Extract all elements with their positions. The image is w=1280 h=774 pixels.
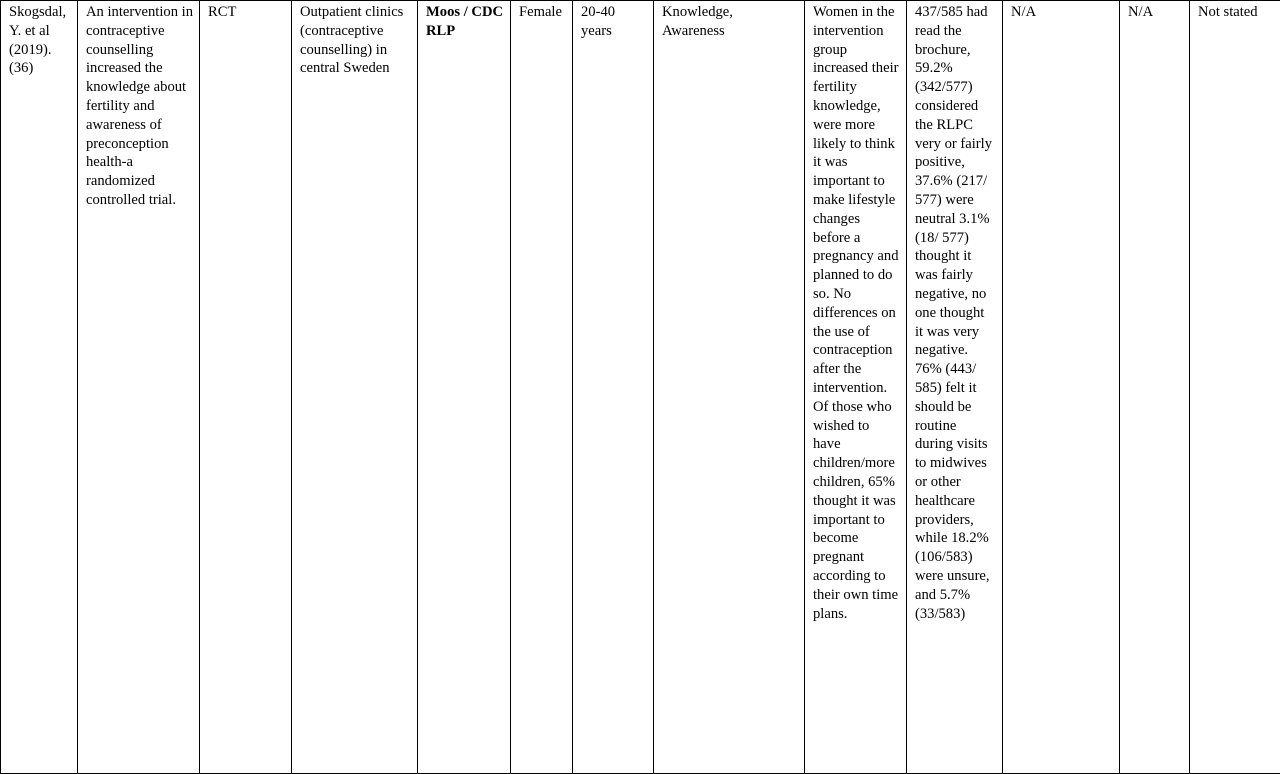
cell-11-value: N/A xyxy=(1011,4,1037,20)
cell-outcome-type xyxy=(654,1,805,774)
cell-12 xyxy=(1120,1,1190,774)
acceptability-results: 437/585 had read the brochure, 59.2% (342/577) considered the RLPC very or fairly positive, 37.6% (217/ 577) were neutral 3.1% (18/ 577) thought it was fairly negative, no one thought it was very negative. 76% (443/ 585) felt it should be routine during visits to midwives or other healthcare providers, while 18.2% (106/583) were unsure, and 5.7% (33/583) xyxy=(915,4,992,622)
cell-gender xyxy=(511,1,573,774)
cell-study xyxy=(1,1,78,774)
outcome-type: Knowledge, Awareness xyxy=(662,4,733,39)
cell-design xyxy=(200,1,292,774)
cell-setting xyxy=(292,1,418,774)
cell-13 xyxy=(1190,1,1280,774)
cell-acceptability xyxy=(907,1,1003,774)
cell-13-value: Not stated xyxy=(1198,4,1258,20)
study-title: An intervention in contraceptive counselling increased the knowledge about fertility and awareness of preconception health-a randomized controlled trial. xyxy=(86,4,194,208)
study-findings: Women in the intervention group increased their fertility knowledge, were more likely to think it was important to make lifestyle changes before a pregnancy and planned to do so. No differences on the use of contraception after the intervention. Of those who wished to have children/more children, 65% thought it was important to become pregnant according to their own time plans. xyxy=(813,4,899,622)
cell-age xyxy=(573,1,654,774)
cell-findings xyxy=(805,1,907,774)
cell-11 xyxy=(1003,1,1120,774)
table-row xyxy=(1,1,1280,774)
study-framework: Moos / CDC RLP xyxy=(426,4,504,39)
cell-framework xyxy=(418,1,511,774)
cell-title xyxy=(78,1,200,774)
study-citation: Skogsdal, Y. et al (2019). (36) xyxy=(9,4,67,77)
participant-age: 20-40 years xyxy=(581,4,616,39)
study-setting: Outpatient clinics (contraceptive counselling) in central Sweden xyxy=(300,4,404,77)
study-design: RCT xyxy=(208,4,237,20)
participant-gender: Female xyxy=(519,4,562,20)
cell-12-value: N/A xyxy=(1128,4,1154,20)
